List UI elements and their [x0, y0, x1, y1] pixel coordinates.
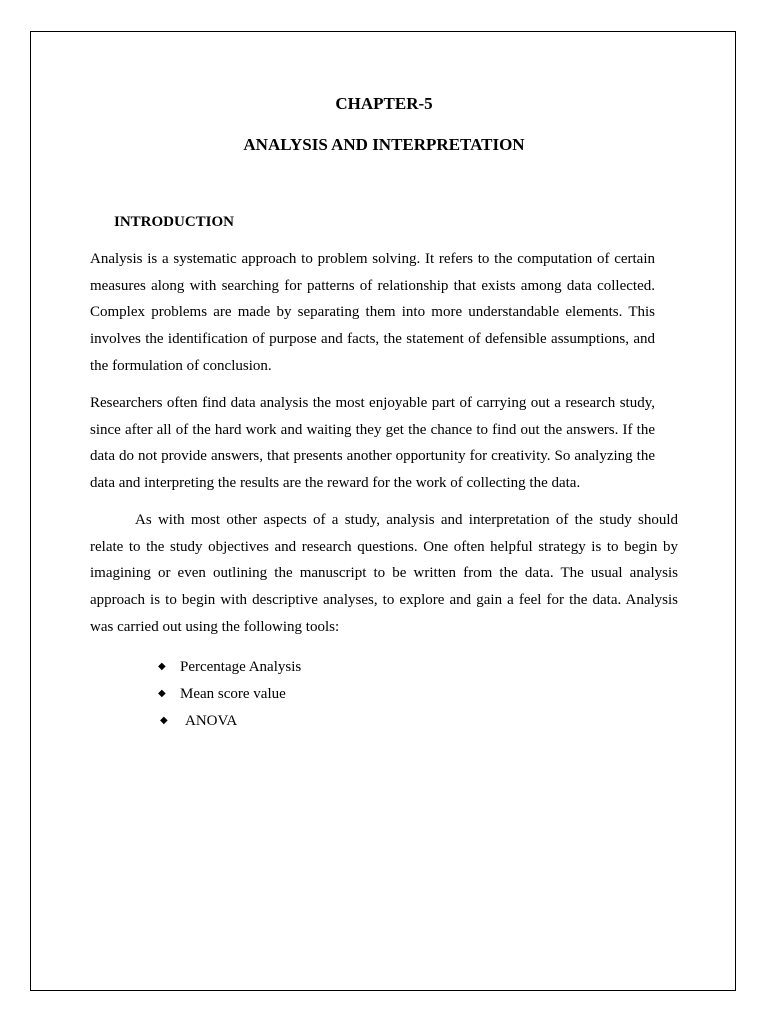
- list-item: [158, 653, 301, 680]
- diamond-bullet-icon: ◆: [158, 660, 166, 672]
- diamond-bullet-icon: ◆: [160, 714, 168, 726]
- section-heading-introduction: INTRODUCTION: [114, 214, 235, 230]
- paragraph-analysis-definition: Analysis is a systematic approach to problem solving. It refers to the computation of certain measures along with searching for patterns of relationship that exists among data collected. Complex problems are made by separating them into more understandable elements. This involves the identification of purpose and facts, the statement of defensible assumptions, and the formulation of conclusion.: [90, 251, 655, 374]
- paragraph-researchers: Researchers often find data analysis the most enjoyable part of carrying out a research study, since after all of the hard work and waiting they get the chance to find out the answers. If the data do not provide answers, that presents another opportunity for creativity. So analyzing the data and interpreting the results are the reward for the work of collecting the data.: [90, 395, 655, 492]
- tool-label: Mean score value: [180, 685, 286, 702]
- tools-list: [158, 653, 301, 734]
- tool-label: ANOVA: [185, 712, 238, 729]
- list-item: [158, 680, 301, 707]
- tool-label: Percentage Analysis: [180, 658, 302, 675]
- diamond-bullet-icon: ◆: [158, 687, 166, 699]
- chapter-subtitle: ANALYSIS AND INTERPRETATION: [243, 135, 525, 154]
- chapter-title: CHAPTER-5: [335, 94, 433, 113]
- paragraph-study-approach: As with most other aspects of a study, analysis and interpretation of the study should relate to the study objectives and research questions. One often helpful strategy is to begin by imagining or even outlining the manuscript to be written from the data. The usual analysis approach is to begin with descriptive analyses, to explore and gain a feel for the data. Analysis was carried out using the following tools:: [90, 512, 678, 635]
- list-item: [160, 707, 301, 734]
